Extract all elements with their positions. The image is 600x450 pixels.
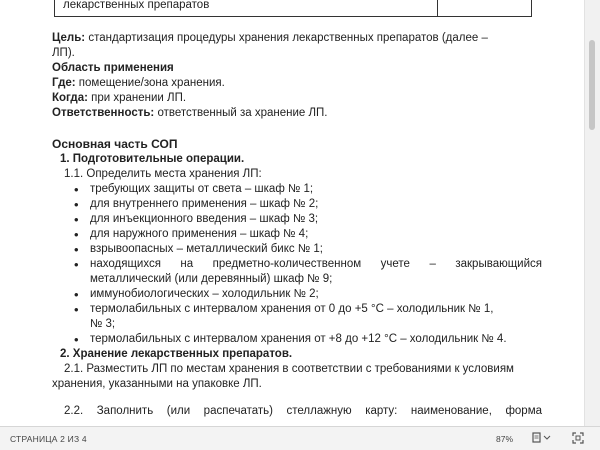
list-item: [52, 257, 542, 287]
section-1-title: 1. Подготовительные операции.: [60, 153, 245, 165]
item-1-1: 1.1. Определить места хранения ЛП:: [64, 168, 262, 180]
list-item: • требующих защиты от света – шкаф № 1;: [52, 182, 542, 197]
fit-to-screen-icon[interactable]: [572, 432, 584, 444]
list-item: • иммунобиологических – холодильник № 2;: [52, 287, 542, 302]
list-item: • взрывоопасных – металлический бикс № 1;: [52, 242, 542, 257]
section-2-title: 2. Хранение лекарственных препаратов.: [60, 348, 293, 360]
goal-text-cont: ЛП).: [52, 47, 75, 59]
where-text: помещение/зона хранения.: [75, 77, 225, 89]
responsibility-line: [52, 106, 542, 121]
list-item: • для внутреннего применения – шкаф № 2;: [52, 197, 542, 212]
list-item: • для наружного применения – шкаф № 4;: [52, 227, 542, 242]
where-line: [52, 76, 542, 91]
when-text: при хранении ЛП.: [87, 92, 187, 104]
item-2-1: 2.1. Разместить ЛП по местам хранения в соответствии с требованиями к условиям: [64, 363, 514, 375]
list-item-text: • находящихся на предметно-количественном учете – закрывающийся: [90, 258, 542, 270]
item-2-1-cont: хранения, указанными на упаковке ЛП.: [52, 378, 262, 390]
item-2-2: 2.2. Заполнить (или распечатать) стеллажную карту: наименование, форма: [64, 404, 542, 417]
list-item-text-cont: металлический (или деревянный) шкаф № 9;: [90, 273, 333, 285]
page-view-icon[interactable]: [531, 431, 551, 445]
scroll-thumb[interactable]: [589, 40, 595, 130]
document-page: [52, 0, 542, 426]
main-section-title: Основная часть СОП: [52, 137, 178, 151]
list-item-text: • термолабильных с интервалом хранения от 0 до +5 °С – холодильник № 1,: [90, 303, 494, 315]
goal-text: стандартизация процедуры хранения лекарственных препаратов (далее –: [85, 32, 488, 44]
table-cell-text: лекарственных препаратов: [63, 0, 210, 11]
responsibility-label: Ответственность:: [52, 107, 155, 119]
table-fragment: [52, 0, 542, 17]
list-item: • для инъекционного введения – шкаф № 3;: [52, 212, 542, 227]
table-cell-empty: [437, 0, 532, 17]
responsibility-text: ответственный за хранение ЛП.: [154, 107, 328, 119]
list-item: [52, 302, 542, 332]
where-label: Где:: [52, 77, 76, 89]
page-indicator[interactable]: СТРАНИЦА 2 ИЗ 4: [10, 434, 87, 444]
list-item-text-cont: № 3;: [90, 318, 116, 330]
goal-line: [52, 31, 542, 46]
vertical-scrollbar[interactable]: [584, 0, 600, 426]
when-label: Когда:: [52, 92, 88, 104]
scope-heading: Область применения: [52, 62, 174, 74]
list-item: • термолабильных с интервалом хранения от +8 до +12 °С – холодильник № 4.: [52, 332, 542, 347]
status-bar: [0, 426, 600, 450]
goal-label: Цель:: [52, 32, 86, 44]
zoom-level[interactable]: 87%: [496, 434, 514, 444]
storage-locations-list: [52, 182, 542, 347]
when-line: [52, 91, 542, 106]
table-cell: [54, 0, 438, 17]
